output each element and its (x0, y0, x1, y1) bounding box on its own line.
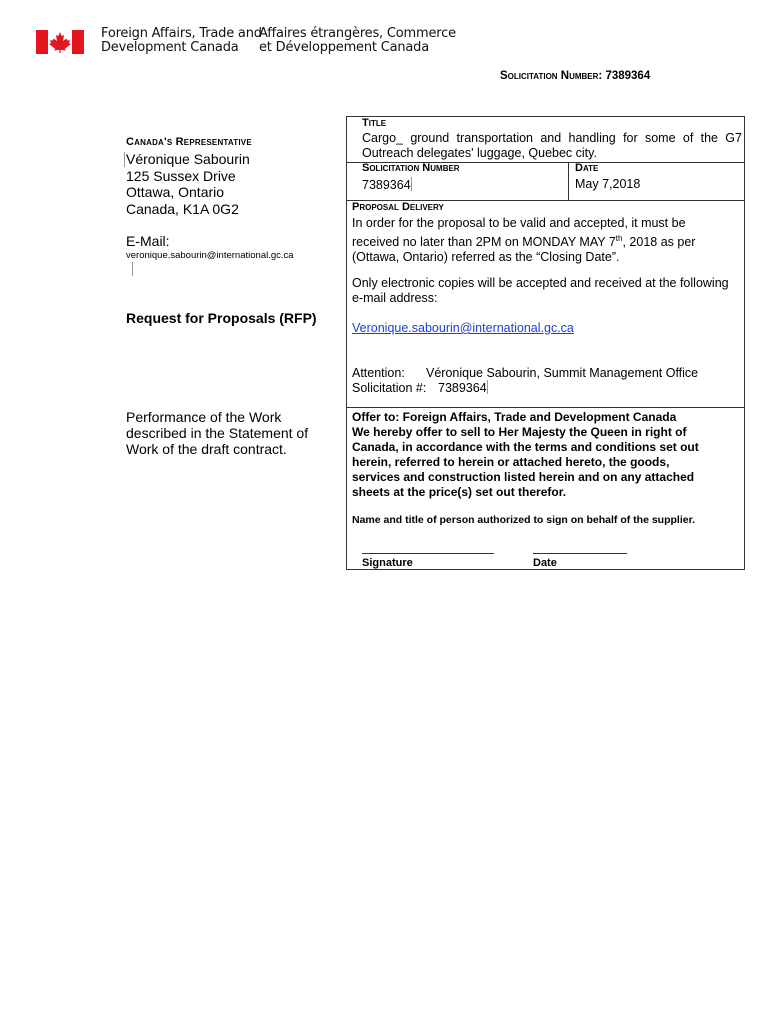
department-name-french-line2: et Développement Canada (259, 40, 429, 55)
text-cursor (411, 177, 412, 191)
proposal-delivery-line2-post: , 2018 as per (622, 235, 696, 250)
date-signature-label: Date (533, 557, 557, 569)
representative-city: Ottawa, Ontario (126, 184, 225, 200)
electronic-copies-line2: e-mail address: (352, 291, 438, 305)
proposal-delivery-line1: In order for the proposal to be valid and accepted, it must be (352, 216, 686, 230)
proposal-delivery-line2 (352, 231, 742, 250)
title-label: Title (362, 117, 387, 129)
title-text-line1: Cargo_ ground transportation and handling for some of the G7 (362, 131, 742, 145)
department-name-french-line1: Affaires étrangères, Commerce (259, 26, 456, 41)
proposal-delivery-line3: (Ottawa, Ontario) referred as the “Closing Date”. (352, 250, 620, 265)
electronic-copies-line1: Only electronic copies will be accepted and received at the following (352, 276, 729, 290)
department-name-english-line1: Foreign Affairs, Trade and (101, 26, 262, 41)
canada-flag-icon (36, 30, 84, 54)
representative-address (126, 151, 250, 217)
solicitation-number-box-label: Solicitation Number (362, 162, 460, 174)
signature-label: Signature (362, 557, 413, 569)
representative-street: 125 Sussex Drive (126, 167, 236, 184)
performance-description: Performance of the Work described in the Statement of Work of the draft contract. (126, 409, 309, 457)
maple-leaf-icon (49, 32, 71, 53)
proposal-delivery-line2-pre: received no later than 2PM on MONDAY MAY 7 (352, 235, 616, 250)
solicitation-number-label: Solicitation Number: (500, 70, 603, 82)
text-cursor (487, 380, 488, 394)
proposal-delivery-text (352, 216, 742, 265)
date-label: Date (575, 162, 599, 174)
solicitation-ref-label: Solicitation #: (352, 381, 427, 395)
electronic-copies-text (352, 276, 742, 306)
divider (568, 162, 569, 200)
title-text (362, 131, 742, 161)
submission-email-link[interactable]: Veronique.sabourin@international.gc.ca (352, 321, 574, 335)
rfp-title: Request for Proposals (RFP) (126, 310, 317, 326)
solicitation-ref-value: 7389364 (438, 381, 487, 395)
email-label: E-Mail: (126, 233, 170, 249)
representative-title: Canada's Representative (126, 136, 252, 148)
department-name-english (101, 27, 262, 55)
solicitation-number-header (500, 70, 650, 82)
attention-line (352, 366, 698, 381)
attention-label: Attention: (352, 366, 405, 380)
authorized-signer-note: Name and title of person authorized to sign on behalf of the supplier. (352, 514, 696, 526)
proposal-delivery-line2-sup: th (615, 234, 623, 243)
date-signature-line[interactable] (533, 553, 627, 554)
offer-line5: sheets at the price(s) set out therefor. (352, 485, 567, 499)
representative-name: Véronique Sabourin (126, 151, 250, 167)
department-name-french (259, 27, 456, 55)
representative-email[interactable]: veronique.sabourin@international.gc.ca (126, 250, 294, 261)
attention-value: Véronique Sabourin, Summit Management Office (426, 366, 699, 380)
offer-line3: herein, referred to herein or attached hereto, the goods, (352, 455, 670, 469)
offer-section (352, 410, 744, 500)
date-value: May 7,2018 (575, 177, 641, 191)
text-cursor (124, 152, 125, 167)
offer-line2: Canada, in accordance with the terms and conditions set out (352, 440, 699, 454)
text-cursor (132, 262, 133, 276)
department-name-english-line2: Development Canada (101, 40, 239, 55)
offer-line4: services and construction listed herein and on any attached (352, 470, 695, 484)
solicitation-ref-line (352, 380, 488, 396)
divider (346, 407, 745, 408)
title-text-line2: Outreach delegates' luggage, Quebec city. (362, 146, 597, 160)
solicitation-number-box-value (362, 177, 412, 193)
representative-country: Canada, K1A 0G2 (126, 200, 239, 217)
offer-line1: We hereby offer to sell to Her Majesty the Queen in right of (352, 425, 687, 439)
solicitation-number-value: 7389364 (605, 70, 651, 82)
offer-heading: Offer to: Foreign Affairs, Trade and Development Canada (352, 410, 677, 424)
signature-line[interactable] (362, 553, 494, 554)
solicitation-number-box-text: 7389364 (362, 178, 411, 192)
proposal-delivery-label: Proposal Delivery (352, 201, 444, 213)
